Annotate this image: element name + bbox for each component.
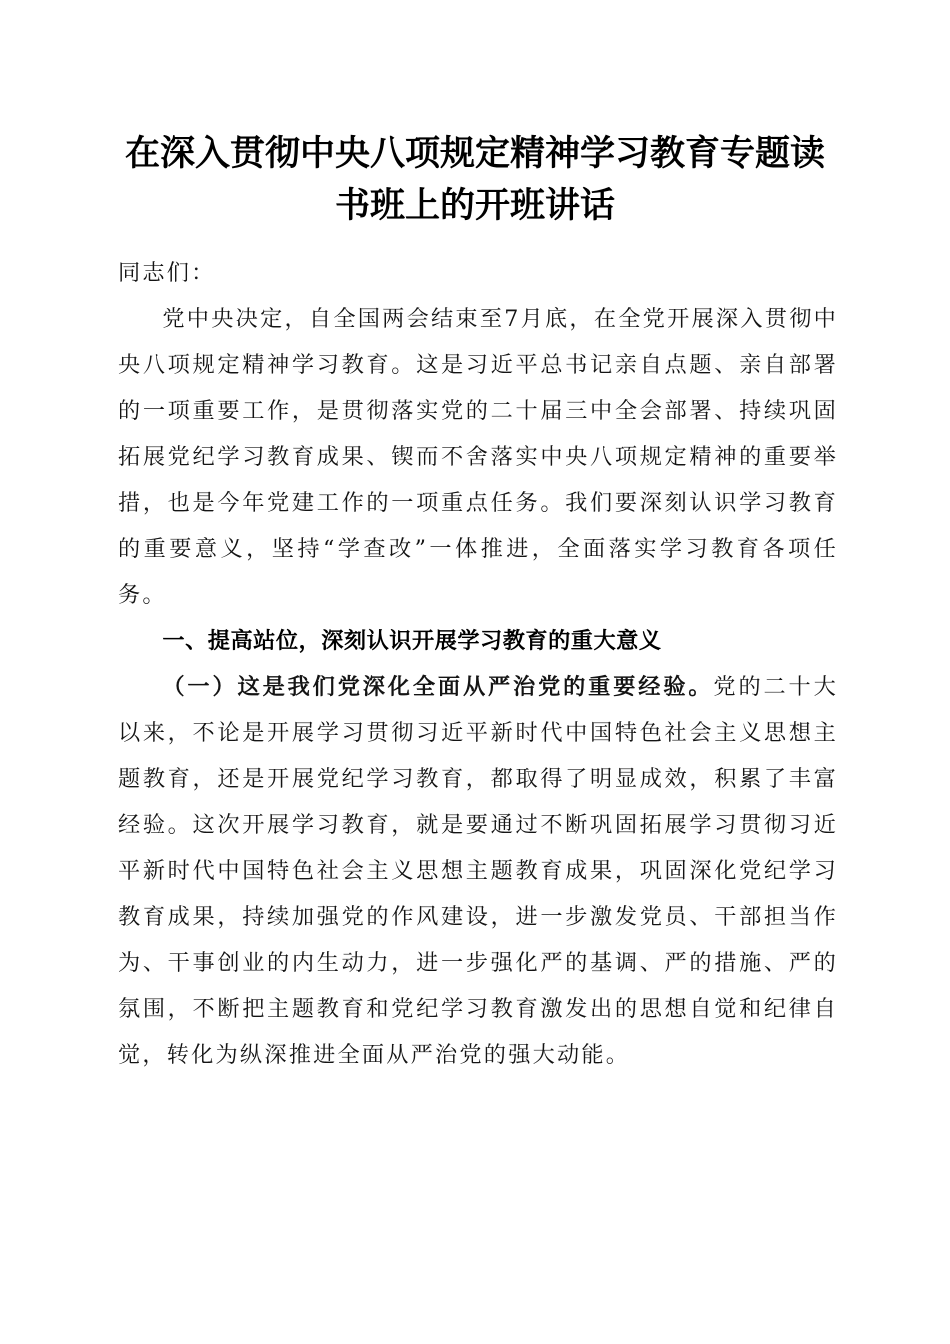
document-body xyxy=(118,250,838,1078)
sub-paragraph-body: 党的二十大以来，不论是开展学习贯彻习近平新时代中国特色社会主义思想主题教育，还是开展党纪学习教育，都取得了明显成效，积累了丰富经验。这次开展学习教育，就是要通过不断巩固拓展学习贯彻习近平新时代中国特色社会主义思想主题教育成果，巩固深化党纪学习教育成果，持续加强党的作风建设，进一步激发党员、干部担当作为、干事创业的内生动力，进一步强化严的基调、严的措施、严的氛围，不断把主题教育和党纪学习教育激发出的思想自觉和纪律自觉，转化为纵深推进全面从严治党的强大动能。 xyxy=(118,674,838,1068)
document-title: 在深入贯彻中央八项规定精神学习教育专题读书班上的开班讲话 xyxy=(124,133,825,226)
sub-heading: （一）这是我们党深化全面从严治党的重要经验。 xyxy=(162,674,714,700)
intro-paragraph: 党中央决定，自全国两会结束至7月底，在全党开展深入贯彻中央八项规定精神学习教育。这是习近平总书记亲自点题、亲自部署的一项重要工作，是贯彻落实党的二十届三中全会部署、持续巩固拓展党纪学习教育成果、锲而不舍落实中央八项规定精神的重要举措，也是今年党建工作的一项重点任务。我们要深刻认识学习教育的重要意义，坚持“学查改”一体推进，全面落实学习教育各项任务。 xyxy=(118,306,838,608)
section-paragraph xyxy=(118,664,838,1078)
section-heading: 一、提高站位，深刻认识开展学习教育的重大意义 xyxy=(162,628,662,654)
salutation: 同志们： xyxy=(118,260,216,286)
